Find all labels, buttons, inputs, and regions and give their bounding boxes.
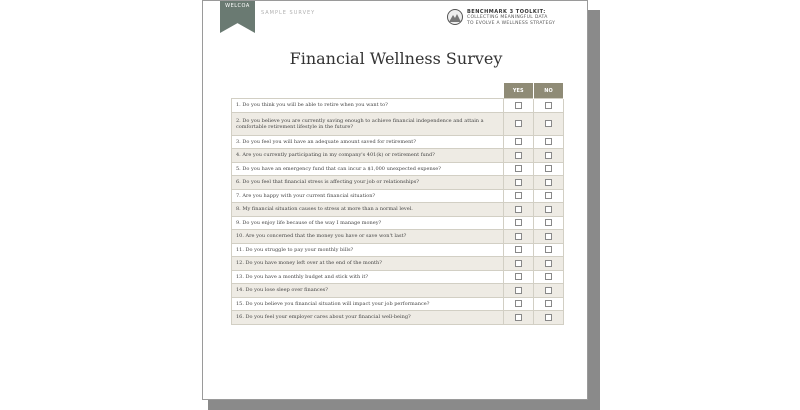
yes-checkbox[interactable] (515, 246, 522, 253)
no-checkbox[interactable] (545, 152, 552, 159)
yes-checkbox[interactable] (515, 300, 522, 307)
logo-text: WELCOA (225, 3, 250, 9)
yes-cell (504, 176, 534, 190)
yes-checkbox[interactable] (515, 206, 522, 213)
yes-checkbox[interactable] (515, 165, 522, 172)
yes-checkbox[interactable] (515, 273, 522, 280)
table-row (232, 203, 564, 217)
table-row (232, 284, 564, 298)
no-checkbox[interactable] (545, 192, 552, 199)
yes-cell (504, 243, 534, 257)
yes-cell (504, 203, 534, 217)
table-row (232, 311, 564, 325)
no-checkbox[interactable] (545, 287, 552, 294)
no-cell (534, 311, 564, 325)
no-checkbox[interactable] (545, 206, 552, 213)
no-cell (534, 216, 564, 230)
no-checkbox[interactable] (545, 233, 552, 240)
no-checkbox[interactable] (545, 219, 552, 226)
no-cell (534, 297, 564, 311)
question-text: 9. Do you enjoy life because of the way I manage money? (232, 216, 504, 230)
table-row (232, 297, 564, 311)
mountain-icon (447, 9, 463, 25)
yes-checkbox[interactable] (515, 152, 522, 159)
question-text: 2. Do you believe you are currently saving enough to achieve financial independence and attain a comfortable retirement lifestyle in the future? (232, 112, 504, 135)
page-title: Financial Wellness Survey (289, 49, 503, 68)
no-cell (534, 230, 564, 244)
no-checkbox[interactable] (545, 273, 552, 280)
yes-checkbox[interactable] (515, 179, 522, 186)
yes-cell (504, 230, 534, 244)
toolkit-header (467, 9, 587, 27)
yes-checkbox[interactable] (515, 260, 522, 267)
no-cell (534, 189, 564, 203)
table-row (232, 230, 564, 244)
no-checkbox[interactable] (545, 179, 552, 186)
no-header: NO (534, 83, 564, 99)
no-cell (534, 149, 564, 163)
question-text: 7. Are you happy with your current financial situation? (232, 189, 504, 203)
table-row (232, 162, 564, 176)
yes-cell (504, 99, 534, 113)
yes-cell (504, 149, 534, 163)
no-cell (534, 203, 564, 217)
yes-cell (504, 284, 534, 298)
question-text: 15. Do you believe you financial situation will impact your job performance? (232, 297, 504, 311)
table-row (232, 270, 564, 284)
yes-checkbox[interactable] (515, 233, 522, 240)
yes-cell (504, 135, 534, 149)
question-text: 8. My financial situation causes to stress at more than a normal level. (232, 203, 504, 217)
table-row (232, 257, 564, 271)
question-text: 1. Do you think you will be able to retire when you want to? (232, 99, 504, 113)
table-row (232, 176, 564, 190)
table-header-row (232, 83, 564, 99)
question-text: 13. Do you have a monthly budget and stick with it? (232, 270, 504, 284)
yes-checkbox[interactable] (515, 192, 522, 199)
table-row (232, 216, 564, 230)
table-row (232, 99, 564, 113)
question-header (232, 83, 504, 99)
no-cell (534, 112, 564, 135)
no-cell (534, 135, 564, 149)
toolkit-title: BENCHMARK 3 TOOLKIT: (467, 9, 546, 15)
no-cell (534, 284, 564, 298)
question-text: 11. Do you struggle to pay your monthly bills? (232, 243, 504, 257)
no-cell (534, 243, 564, 257)
yes-checkbox[interactable] (515, 102, 522, 109)
no-cell (534, 99, 564, 113)
question-text: 14. Do you lose sleep over finances? (232, 284, 504, 298)
yes-cell (504, 270, 534, 284)
table-row (232, 189, 564, 203)
yes-cell (504, 216, 534, 230)
no-checkbox[interactable] (545, 102, 552, 109)
yes-checkbox[interactable] (515, 219, 522, 226)
no-checkbox[interactable] (545, 300, 552, 307)
yes-cell (504, 311, 534, 325)
no-cell (534, 270, 564, 284)
yes-cell (504, 112, 534, 135)
no-checkbox[interactable] (545, 165, 552, 172)
yes-cell (504, 189, 534, 203)
toolkit-subtitle-1: COLLECTING MEANINGFUL DATA (467, 15, 548, 20)
yes-header: YES (504, 83, 534, 99)
no-checkbox[interactable] (545, 246, 552, 253)
yes-cell (504, 257, 534, 271)
question-text: 16. Do you feel your employer cares about your financial well-being? (232, 311, 504, 325)
survey-page (202, 0, 588, 400)
question-text: 10. Are you concerned that the money you have or save won't last? (232, 230, 504, 244)
no-cell (534, 176, 564, 190)
table-row (232, 135, 564, 149)
question-text: 3. Do you feel you will have an adequate amount saved for retirement? (232, 135, 504, 149)
yes-cell (504, 297, 534, 311)
question-text: 4. Are you currently participating in my company's 401(k) or retirement fund? (232, 149, 504, 163)
no-checkbox[interactable] (545, 138, 552, 145)
table-row (232, 243, 564, 257)
no-cell (534, 162, 564, 176)
no-checkbox[interactable] (545, 260, 552, 267)
yes-checkbox[interactable] (515, 287, 522, 294)
question-text: 5. Do you have an emergency fund that can incur a $1,000 unexpected expense? (232, 162, 504, 176)
table-row (232, 149, 564, 163)
yes-checkbox[interactable] (515, 138, 522, 145)
yes-checkbox[interactable] (515, 314, 522, 321)
no-checkbox[interactable] (545, 120, 552, 127)
no-checkbox[interactable] (545, 314, 552, 321)
question-text: 12. Do you have money left over at the end of the month? (232, 257, 504, 271)
yes-checkbox[interactable] (515, 120, 522, 127)
no-cell (534, 257, 564, 271)
question-text: 6. Do you feel that financial stress is affecting your job or relationships? (232, 176, 504, 190)
yes-cell (504, 162, 534, 176)
survey-table (231, 83, 564, 325)
sample-survey-label: SAMPLE SURVEY (261, 10, 316, 16)
table-row (232, 112, 564, 135)
toolkit-subtitle-2: TO EVOLVE A WELLNESS STRATEGY (467, 21, 556, 26)
